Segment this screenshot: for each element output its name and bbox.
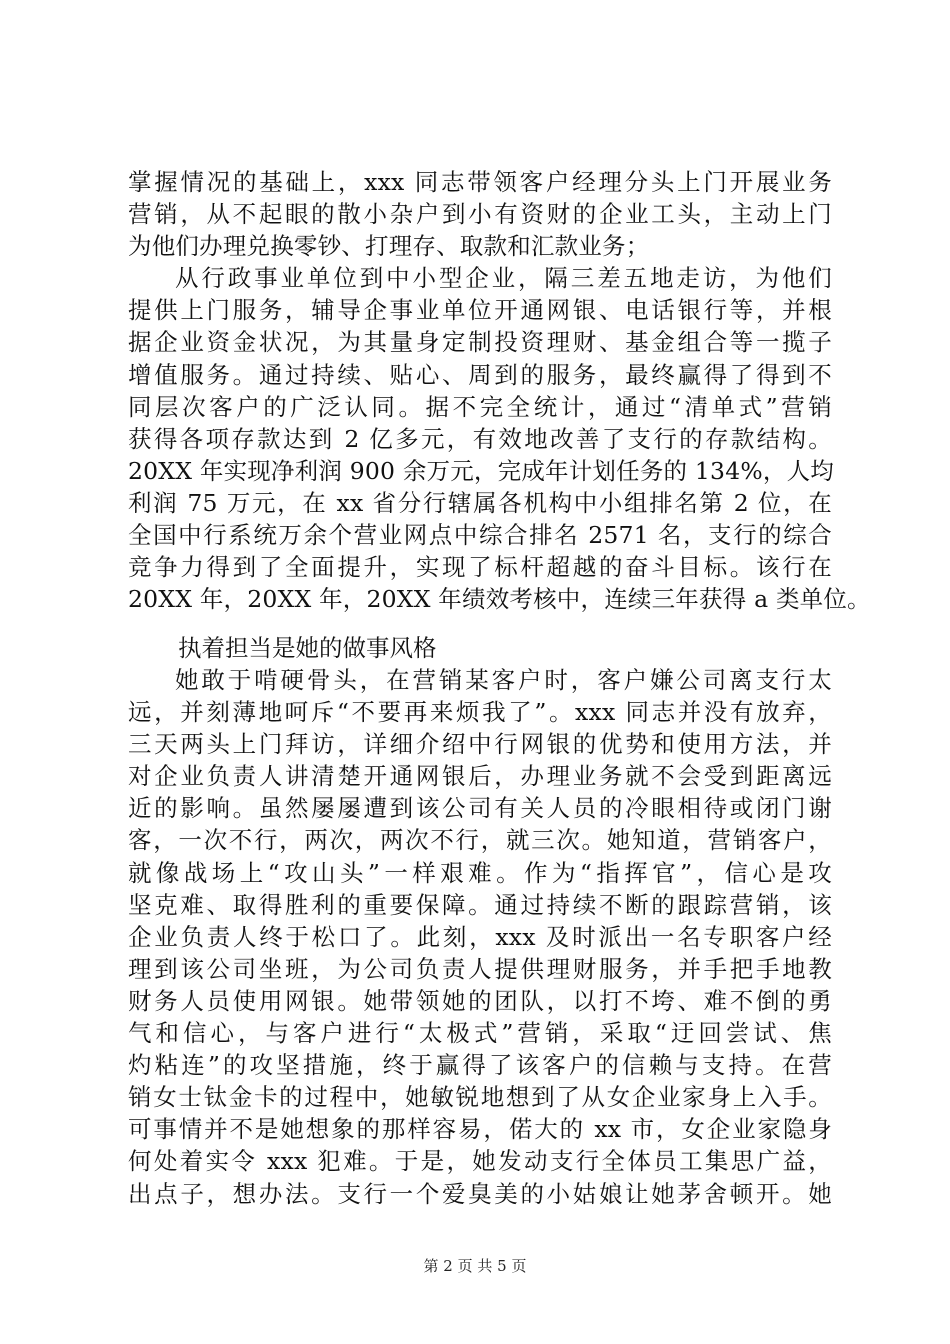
text-line: 为他们办理兑换零钞、打理存、取款和汇款业务；	[128, 232, 650, 261]
text-line: 客，一次不行，两次，两次不行，就三次。她知道，营销客户，	[128, 826, 832, 855]
text-line: 何处着实令 xxx 犯难。于是，她发动支行全体员工集思广益，	[128, 1147, 832, 1176]
page-footer: 第 2 页 共 5 页	[423, 1257, 527, 1275]
text-line: 可事情并不是她想象的那样容易，偌大的 xx 市，女企业家隐身	[128, 1115, 832, 1144]
text-line: 获得各项存款达到 2 亿多元，有效地改善了支行的存款结构。	[128, 424, 832, 453]
text-line: 就像战场上“攻山头”一样艰难。作为“指挥官”，信心是攻	[128, 858, 832, 887]
text-line: 全国中行系统万余个营业网点中综合排名 2571 名，支行的综合	[128, 521, 832, 550]
text-line: 她敢于啃硬骨头，在营销某客户时，客户嫌公司离支行太	[175, 666, 832, 694]
text-line: 气和信心，与客户进行“太极式”营销，采取“迂回尝试、焦	[128, 1019, 832, 1048]
text-line: 掌握情况的基础上，xxx 同志带领客户经理分头上门开展业务	[128, 168, 832, 196]
paragraph-block-1	[128, 166, 871, 615]
text-line: 据企业资金状况，为其量身定制投资理财、基金组合等一揽子	[128, 328, 832, 357]
text-line: 从行政事业单位到中小型企业，隔三差五地走访，为他们	[175, 264, 832, 293]
text-line: 理到该公司坐班，为公司负责人提供理财服务，并手把手地教	[128, 954, 832, 983]
text-line: 灼粘连”的攻坚措施，终于赢得了该客户的信赖与支持。在营	[128, 1051, 832, 1080]
text-line: 20XX 年，20XX 年，20XX 年绩效考核中，连续三年获得 a 类单位。	[128, 585, 871, 614]
text-line: 近的影响。虽然屡屡遭到该公司有关人员的冷眼相待或闭门谢	[128, 794, 832, 823]
text-line: 财务人员使用网银。她带领她的团队，以打不垮、难不倒的勇	[128, 986, 832, 1015]
text-line: 增值服务。通过持续、贴心、周到的服务，最终赢得了得到不	[128, 360, 832, 389]
text-line: 远，并刻薄地呵斥“不要再来烦我了”。xxx 同志并没有放弃，	[128, 698, 832, 727]
text-line: 销女士钛金卡的过程中，她敏锐地想到了从女企业家身上入手。	[128, 1083, 832, 1112]
text-line: 出点子，想办法。支行一个爱臭美的小姑娘让她茅舍顿开。她	[128, 1179, 832, 1208]
section-heading: 执着担当是她的做事风格	[178, 634, 437, 662]
text-line: 竞争力得到了全面提升，实现了标杆超越的奋斗目标。该行在	[128, 553, 832, 582]
text-line: 对企业负责人讲清楚开通网银后，办理业务就不会受到距离远	[128, 762, 832, 791]
text-line: 三天两头上门拜访，详细介绍中行网银的优势和使用方法，并	[128, 730, 832, 759]
text-line: 20XX 年实现净利润 900 余万元，完成年计划任务的 134%，人均	[128, 456, 834, 485]
paragraph-block-2	[128, 664, 832, 1210]
text-line: 同层次客户的广泛认同。据不完全统计，通过“清单式”营销	[128, 392, 832, 421]
text-line: 营销，从不起眼的散小杂户到小有资财的企业工头，主动上门	[128, 200, 832, 229]
text-line: 坚克难、取得胜利的重要保障。通过持续不断的跟踪营销，该	[128, 890, 832, 919]
text-line: 利润 75 万元，在 xx 省分行辖属各机构中小组排名第 2 位，在	[128, 488, 832, 517]
text-line: 提供上门服务，辅导企事业单位开通网银、电话银行等，并根	[128, 296, 832, 325]
text-line: 企业负责人终于松口了。此刻，xxx 及时派出一名专职客户经	[128, 922, 832, 951]
